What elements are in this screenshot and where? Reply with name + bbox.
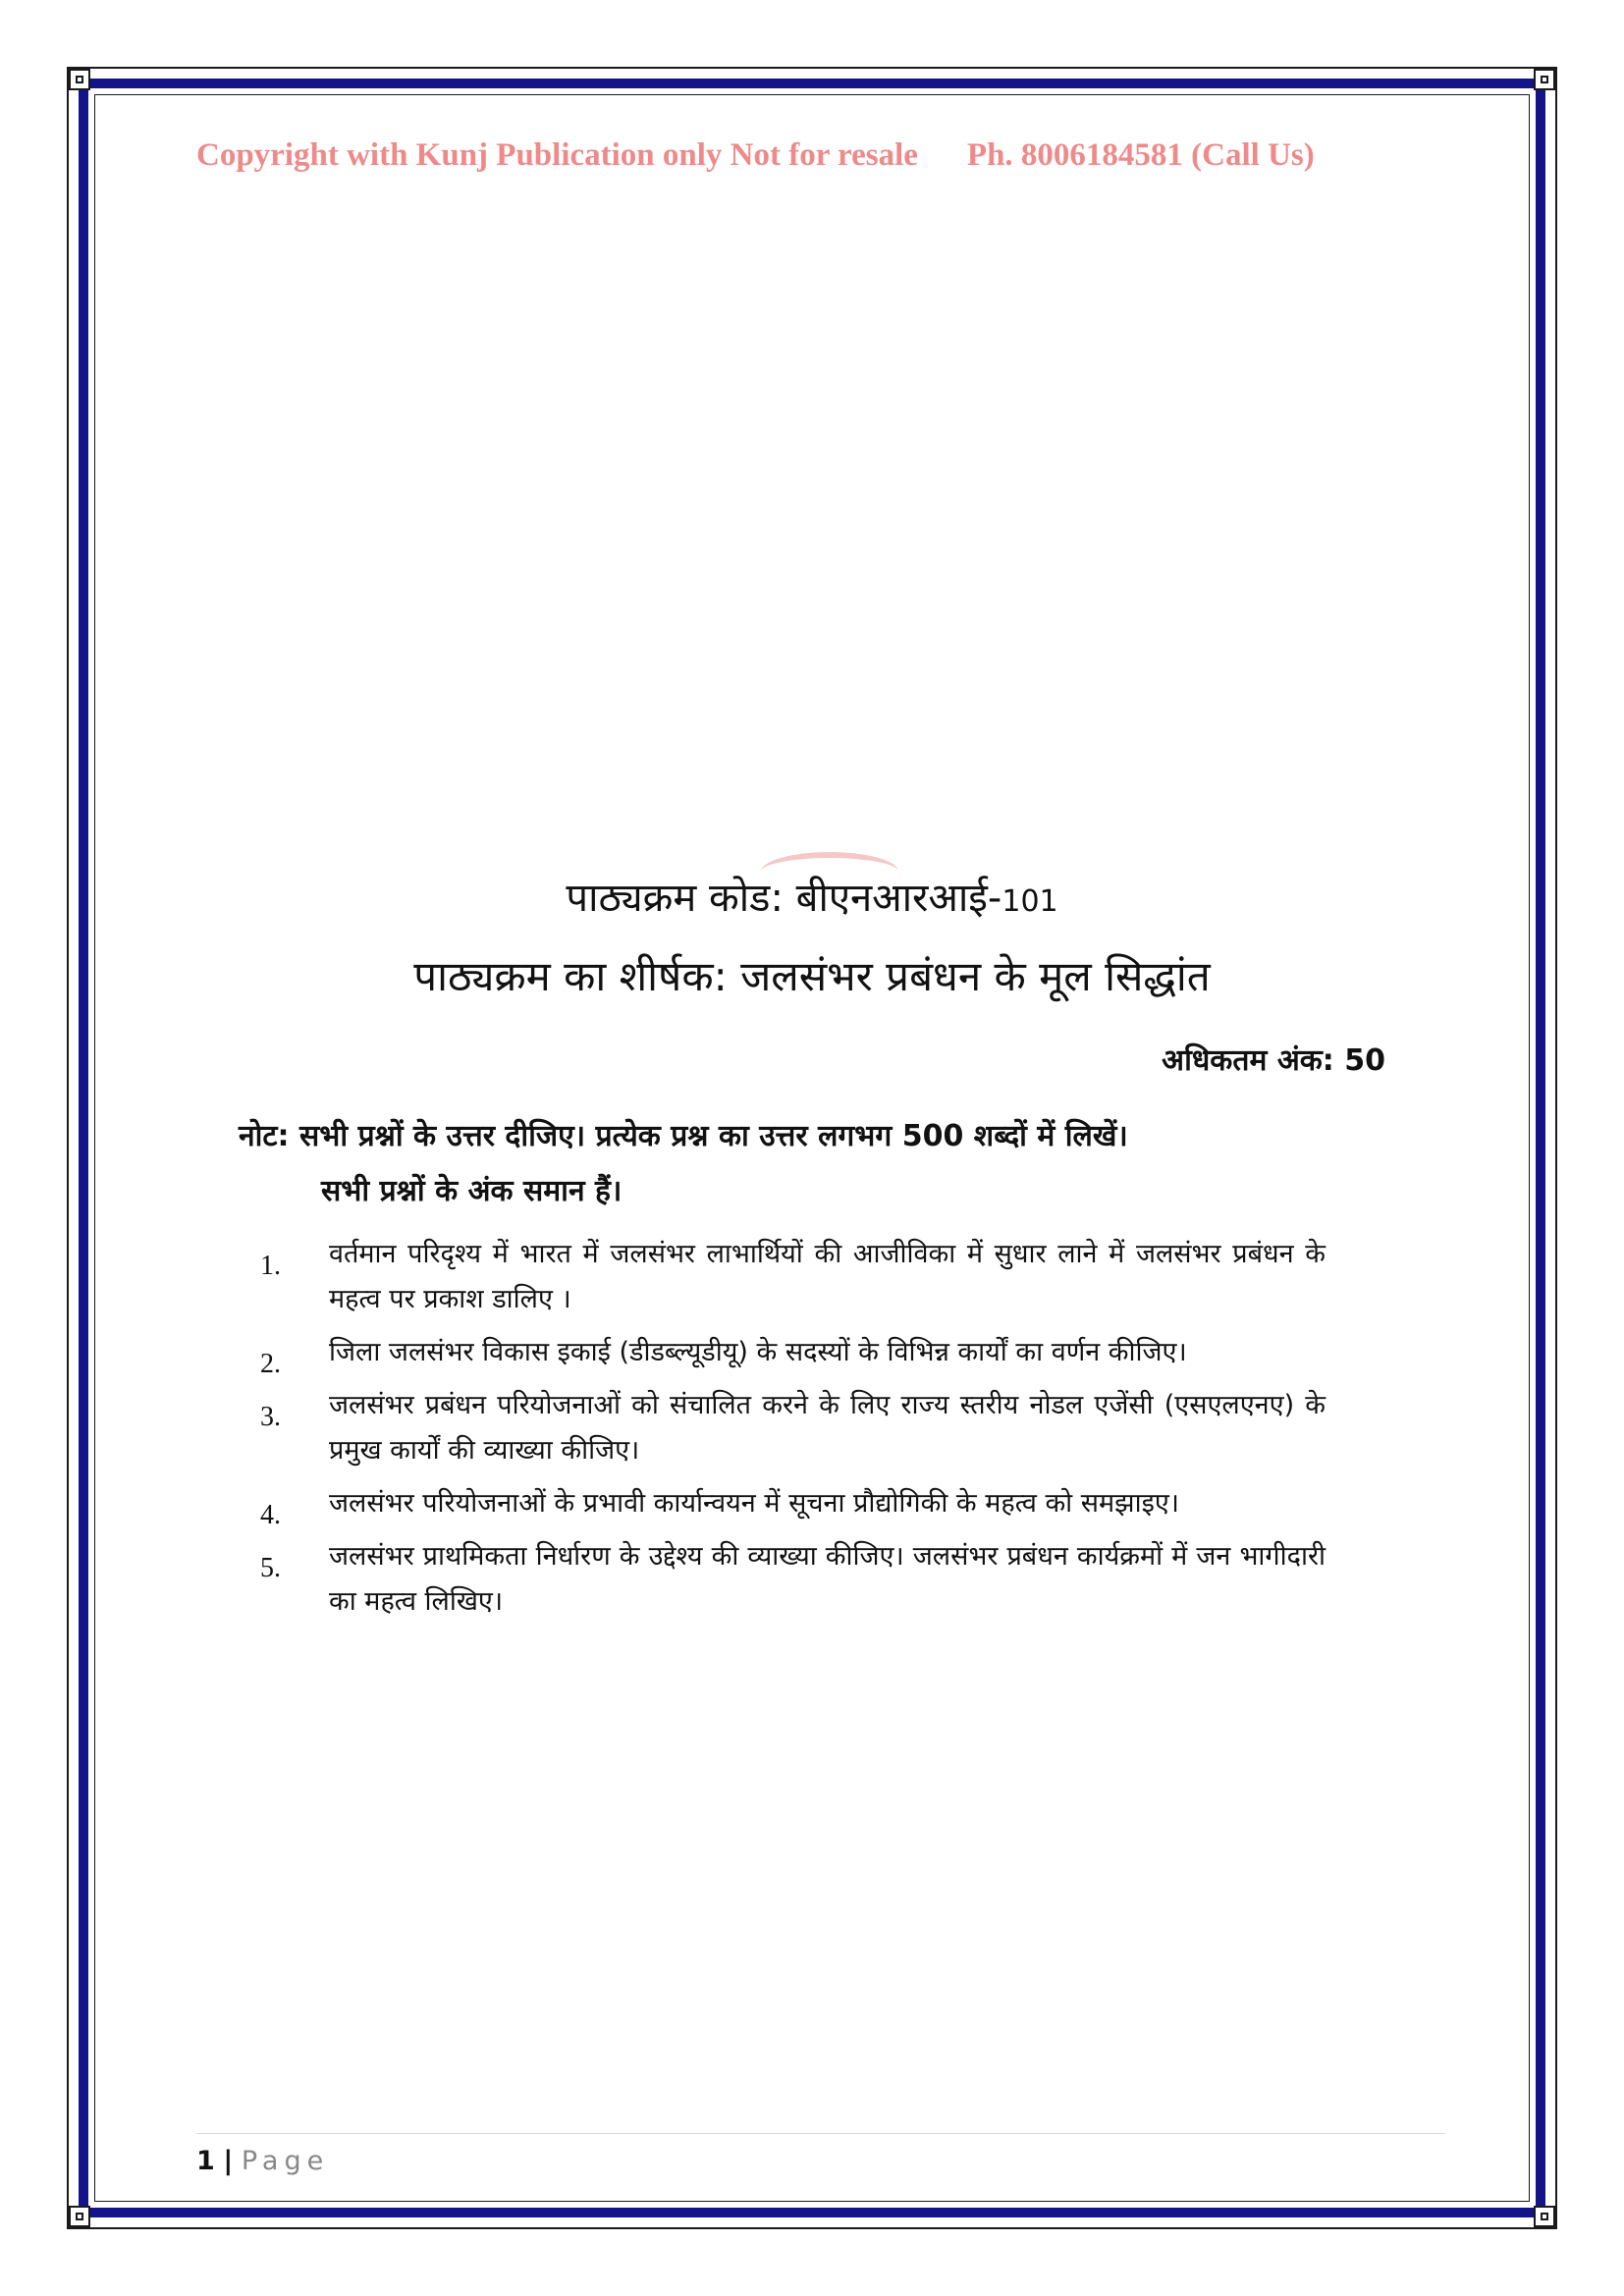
footer-divider (196, 2133, 1445, 2134)
corner-ornament-top-right (1534, 69, 1555, 90)
question-item (255, 1232, 1326, 1322)
course-code (0, 869, 1624, 923)
question-number: 3. (260, 1402, 281, 1432)
question-number: 1. (260, 1251, 281, 1281)
course-code-number: 101 (1001, 884, 1058, 919)
question-number: 4. (260, 1500, 281, 1530)
phone-text: Ph. 8006184581 (Call Us) (966, 137, 1315, 173)
question-text: जलसंभर परियोजनाओं के प्रभावी कार्यान्वयन में सूचना प्रौद्योगिकी के महत्व को समझाइए। (329, 1488, 1179, 1519)
copyright-text: Copyright with Kunj Publication only Not for resale (196, 137, 918, 173)
question-number: 2. (260, 1349, 281, 1379)
question-item (255, 1330, 1326, 1379)
question-text: वर्तमान परिदृश्य में भारत में जलसंभर लाभार्थियों की आजीविका में सुधार लाने में जलसंभर प्रबंधन के महत्व पर प्रकाश डालिए । (329, 1239, 1326, 1314)
corner-ornament-bottom-left (69, 2206, 90, 2227)
question-text: जलसंभर प्रबंधन परियोजनाओं को संचालित करने के लिए राज्य स्तरीय नोडल एजेंसी (एसएलएनए) के प्रमुख कार्यों की व्याख्या कीजिए। (329, 1390, 1326, 1466)
question-item (255, 1534, 1326, 1625)
note-line-1: नोट: सभी प्रश्नों के उत्तर दीजिए। प्रत्येक प्रश्न का उत्तर लगभग 500 शब्दों में लिखें। (239, 1119, 1128, 1153)
note-line-2: सभी प्रश्नों के अंक समान हैं। (321, 1174, 623, 1208)
question-list (255, 1232, 1326, 1632)
copyright-header (196, 137, 1434, 174)
question-item (255, 1383, 1326, 1473)
question-text: जलसंभर प्राथमिकता निर्धारण के उद्देश्य की व्याख्या कीजिए। जलसंभर प्रबंधन कार्यक्रमों में जन भागीदारी का महत्व लिखिए। (329, 1541, 1326, 1617)
instructions-note (239, 1109, 1397, 1219)
page-label: Page (241, 2146, 330, 2176)
page-separator: | (223, 2146, 234, 2176)
corner-ornament-bottom-right (1534, 2206, 1555, 2227)
question-number: 5. (260, 1553, 281, 1583)
course-title: पाठ्यक्रम का शीर्षक: जलसंभर प्रबंधन के मूल सिद्धांत (413, 952, 1211, 1000)
page-footer (196, 2146, 329, 2176)
question-item (255, 1481, 1326, 1530)
max-marks: अधिकतम अंक: 50 (1162, 1043, 1385, 1078)
question-text: जिला जलसंभर विकास इकाई (डीडब्ल्यूडीयू) के सदस्यों के विभिन्न कार्यों का वर्णन कीजिए। (329, 1337, 1187, 1367)
corner-ornament-top-left (69, 69, 90, 90)
page-number: 1 (196, 2146, 215, 2176)
course-code-label: पाठ्यक्रम कोड: बीएनआरआई- (566, 876, 1002, 921)
